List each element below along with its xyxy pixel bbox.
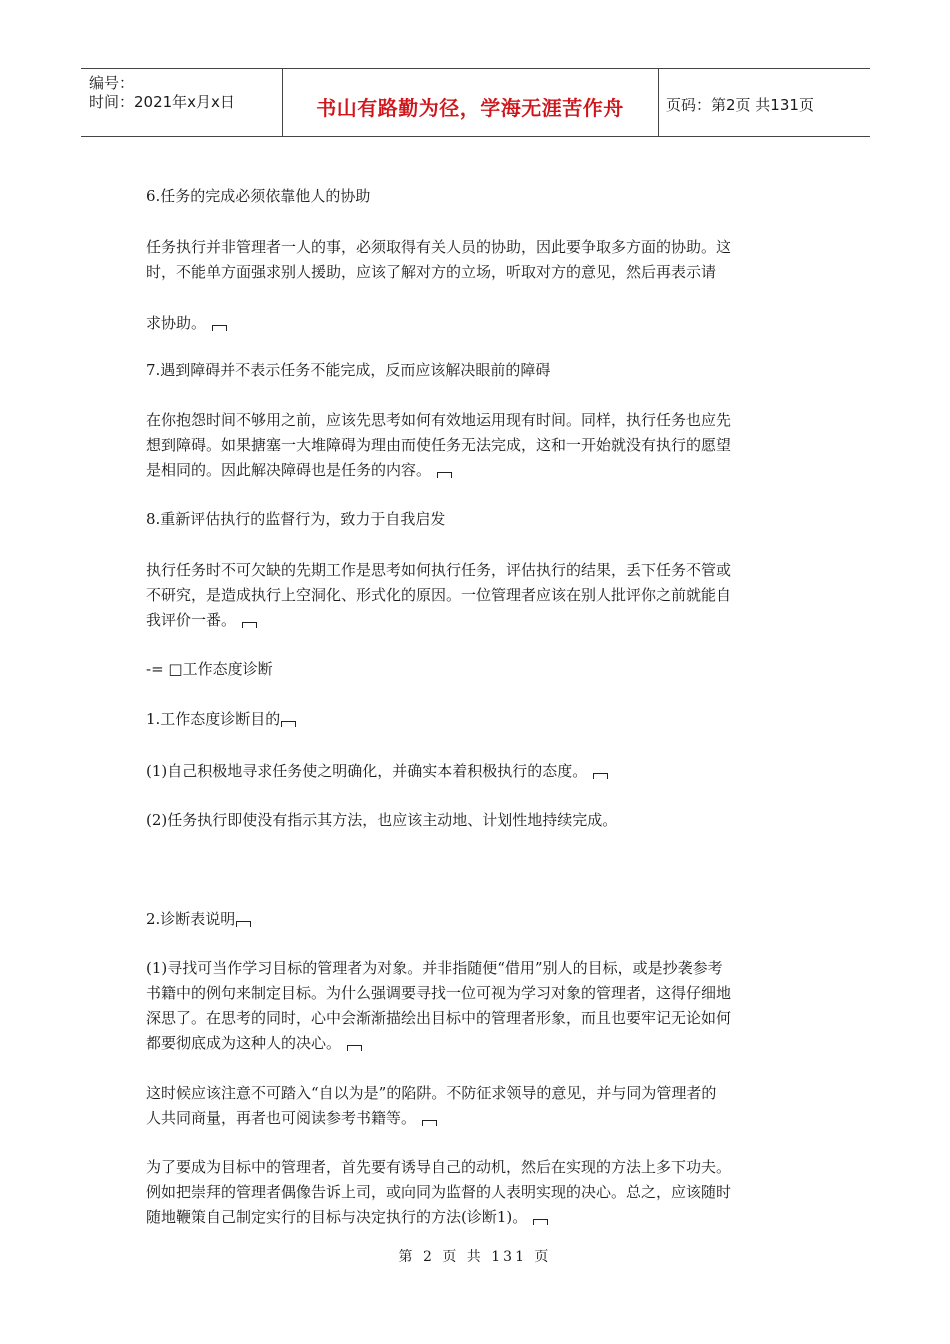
page-footer: 第 2 页 共 131 页	[398, 1249, 552, 1265]
paragraph	[146, 311, 810, 336]
section-heading-8: 8.重新评估执行的监督行为，致力于自我启发	[146, 510, 446, 528]
paragraph-line: 例如把崇拜的管理者偶像告诉上司，或向同为监督的人表明实现的决心。总之，应该随时	[146, 1183, 732, 1201]
paragraph-mark-icon	[437, 472, 452, 478]
paragraph-text: 2.诊断表说明	[146, 910, 236, 928]
paragraph-line: 深思了。在思考的同时，心中会渐渐描绘出目标中的管理者形象，而且也要牢记无论如何	[146, 1009, 732, 1027]
paragraph-mark-icon	[422, 1120, 437, 1126]
paragraph	[146, 458, 810, 483]
paragraph-line: 时，不能单方面强求别人援助，应该了解对方的立场，听取对方的意见，然后再表示请	[146, 263, 717, 281]
section-heading-7: 7.遇到障碍并不表示任务不能完成，反而应该解决眼前的障碍	[146, 361, 551, 379]
paragraph-line: 这时候应该注意不可踏入“自以为是”的陷阱。不防征求领导的意见，并与同为管理者的	[146, 1084, 717, 1102]
paragraph-text: 人共同商量，再者也可阅读参考书籍等。	[146, 1109, 417, 1127]
paragraph-line: 想到障碍。如果搪塞一大堆障碍为理由而使任务无法完成，这和一开始就没有执行的愿望	[146, 436, 732, 454]
page-header	[81, 68, 870, 137]
paragraph-line: 在你抱怨时间不够用之前，应该先思考如何有效地运用现有时间。同样，执行任务也应先	[146, 411, 732, 429]
paragraph-text: (1)自己积极地寻求任务使之明确化，并确实本着积极执行的态度。	[146, 762, 588, 780]
header-motto-cell	[282, 69, 659, 136]
paragraph-text: 求协助。	[146, 314, 207, 332]
paragraph-mark-icon	[347, 1045, 362, 1051]
paragraph-line: 不研究，是造成执行上空洞化、形式化的原因。一位管理者应该在别人批评你之前就能自	[146, 586, 732, 604]
paragraph-line: 执行任务时不可欠缺的先期工作是思考如何执行任务，评估执行的结果，丢下任务不管或	[146, 561, 732, 579]
paragraph-mark-icon	[593, 773, 608, 779]
section-heading-6: 6.任务的完成必须依靠他人的协助	[146, 187, 371, 205]
paragraph-mark-icon	[242, 622, 257, 628]
paragraph-mark-icon	[212, 325, 227, 331]
subsection-heading	[146, 907, 810, 932]
motto: 书山有路勤为径，学海无涯苦作舟	[316, 96, 624, 120]
paragraph	[146, 1031, 810, 1056]
paragraph-line: 书籍中的例句来制定目标。为什么强调要寻找一位可视为学习对象的管理者，这得仔细地	[146, 984, 732, 1002]
paragraph-text: 都要彻底成为这种人的决心。	[146, 1034, 342, 1052]
date-line: 时间：2021年x月x日	[89, 93, 235, 111]
paragraph	[146, 1106, 810, 1131]
page-info: 页码：第2页 共131页	[666, 96, 814, 114]
header-page-cell	[658, 69, 870, 136]
header-meta-cell	[81, 69, 283, 136]
paragraph-mark-icon	[236, 921, 251, 927]
section-heading-attitude: -= □工作态度诊断	[146, 660, 273, 678]
paragraph-text: 是相同的。因此解决障碍也是任务的内容。	[146, 461, 432, 479]
paragraph-text: 1.工作态度诊断目的	[146, 710, 281, 728]
paragraph-text: 我评价一番。	[146, 611, 237, 629]
paragraph	[146, 1205, 810, 1230]
paragraph-line: 任务执行并非管理者一人的事，必须取得有关人员的协助，因此要争取多方面的协助。这	[146, 238, 732, 256]
serial-label: 编号：	[89, 74, 135, 92]
subsection-heading	[146, 707, 810, 732]
paragraph	[146, 608, 810, 633]
paragraph-text: 随地鞭策自己制定实行的目标与决定执行的方法(诊断1)。	[146, 1208, 528, 1226]
list-item: (2)任务执行即使没有指示其方法，也应该主动地、计划性地持续完成。	[146, 811, 618, 829]
paragraph-mark-icon	[281, 721, 296, 727]
paragraph-line: 为了要成为目标中的管理者，首先要有诱导自己的动机，然后在实现的方法上多下功夫。	[146, 1158, 732, 1176]
paragraph-line: (1)寻找可当作学习目标的管理者为对象。并非指随便“借用”别人的目标，或是抄袭参考	[146, 959, 723, 977]
paragraph-mark-icon	[533, 1219, 548, 1225]
list-item	[146, 759, 810, 784]
